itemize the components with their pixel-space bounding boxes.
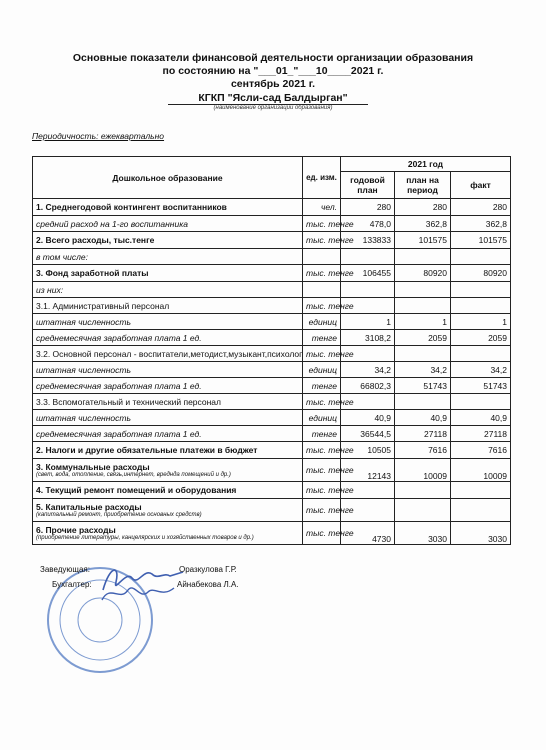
row-label: 2. Налоги и другие обязательные платежи в бюджет: [33, 442, 303, 459]
row-label: 4. Текущий ремонт помещений и оборудования: [33, 482, 303, 499]
table-row: [33, 314, 511, 330]
row-label: в том числе:: [33, 249, 303, 265]
value-fact: [451, 298, 511, 314]
value-fact: [451, 394, 511, 410]
row-label: штатная численность: [33, 410, 303, 426]
row-label: [33, 459, 303, 482]
table-row: [33, 249, 511, 265]
value-fact: 40,9: [451, 410, 511, 426]
accountant-label: Бухгалтер:: [52, 580, 92, 589]
value-fact: 362,8: [451, 216, 511, 232]
row-label: [33, 522, 303, 545]
value-plan-year: 36544,5: [341, 426, 395, 442]
value-plan-period: [395, 394, 451, 410]
row-unit: тыс. тенге: [303, 459, 341, 482]
doc-date: по состоянию на "___01_"___10____2021 г.: [162, 65, 384, 77]
table-row: [33, 346, 511, 362]
value-plan-period: 7616: [395, 442, 451, 459]
value-plan-year: 106455: [341, 265, 395, 282]
row-unit: тыс. тенге: [303, 442, 341, 459]
doc-title: Основные показатели финансовой деятельности организации образования: [72, 52, 474, 64]
table-row: [33, 410, 511, 426]
row-label: штатная численность: [33, 314, 303, 330]
header-year: 2021 год: [341, 157, 511, 172]
row-label: 2. Всего расходы, тыс.тенге: [33, 232, 303, 249]
table-row: [33, 459, 511, 482]
value-plan-period: [395, 482, 451, 499]
row-label: средний расход на 1-го воспитанника: [33, 216, 303, 232]
doc-org: КГКП "Ясли-сад Балдырган": [198, 92, 348, 104]
row-unit: единиц: [303, 314, 341, 330]
row-unit: тенге: [303, 426, 341, 442]
table-row: [33, 442, 511, 459]
table-row: [33, 232, 511, 249]
value-plan-year: [341, 249, 395, 265]
value-plan-period: 40,9: [395, 410, 451, 426]
row-unit: тенге: [303, 378, 341, 394]
row-unit: чел.: [303, 199, 341, 216]
table-row: [33, 394, 511, 410]
value-plan-year: 1: [341, 314, 395, 330]
row-label: штатная численность: [33, 362, 303, 378]
row-label: среднемесячная заработная плата 1 ед.: [33, 426, 303, 442]
row-label-sub: (приобретение литературы, канцелярских и хозяйственных товаров и др.): [36, 534, 254, 541]
value-plan-year: 478,0: [341, 216, 395, 232]
value-plan-year: 12143: [341, 459, 395, 482]
head-name: Оразкулова Г.Р.: [179, 565, 237, 574]
row-unit: тыс. тенге: [303, 482, 341, 499]
value-plan-period: 280: [395, 199, 451, 216]
value-fact: [451, 499, 511, 522]
signature-accountant: [96, 578, 186, 608]
row-unit: тыс. тенге: [303, 522, 341, 545]
table-row: [33, 522, 511, 545]
table-row: [33, 499, 511, 522]
table-row: [33, 265, 511, 282]
value-fact: 1: [451, 314, 511, 330]
org-caption: (наименование организации образования): [213, 105, 333, 111]
row-unit: единиц: [303, 410, 341, 426]
row-unit: тыс. тенге: [303, 265, 341, 282]
value-fact: 34,2: [451, 362, 511, 378]
row-label: 3. Фонд заработной платы: [33, 265, 303, 282]
value-plan-period: 3030: [395, 522, 451, 545]
row-unit: тыс. тенге: [303, 346, 341, 362]
row-label: 1. Среднегодовой контингент воспитанников: [33, 199, 303, 216]
table-row: [33, 330, 511, 346]
row-label-sub: (свет, вода, отопление, связь,интернет, вреднда помещений и др.): [36, 471, 231, 478]
value-plan-period: [395, 298, 451, 314]
row-label: 3.3. Вспомогательный и технический персонал: [33, 394, 303, 410]
value-plan-year: 40,9: [341, 410, 395, 426]
value-fact: [451, 249, 511, 265]
header-plan-year: годовой план: [341, 172, 395, 199]
row-label: 3.2. Основной персонал - воспитатели,методист,музыкант,психолог: [33, 346, 303, 362]
value-plan-period: 1: [395, 314, 451, 330]
table-row: [33, 426, 511, 442]
value-plan-period: 51743: [395, 378, 451, 394]
value-plan-period: 27118: [395, 426, 451, 442]
value-fact: 101575: [451, 232, 511, 249]
value-plan-period: [395, 499, 451, 522]
finance-table: [32, 156, 511, 545]
row-unit: тыс. тенге: [303, 499, 341, 522]
value-plan-period: 2059: [395, 330, 451, 346]
value-plan-year: 10505: [341, 442, 395, 459]
value-plan-period: 101575: [395, 232, 451, 249]
value-fact: 7616: [451, 442, 511, 459]
value-plan-period: 34,2: [395, 362, 451, 378]
row-label-sub: (капитальный ремонт, приобретение основных средств): [36, 511, 202, 518]
value-plan-year: 280: [341, 199, 395, 216]
header-title: Дошкольное образование: [33, 157, 303, 199]
row-unit: тыс. тенге: [303, 232, 341, 249]
row-label: 3.1. Административный персонал: [33, 298, 303, 314]
value-fact: 27118: [451, 426, 511, 442]
header-unit: ед. изм.: [303, 157, 341, 199]
accountant-name: Айнабекова Л.А.: [177, 580, 239, 589]
row-unit: [303, 249, 341, 265]
value-plan-year: [341, 282, 395, 298]
value-plan-period: 10009: [395, 459, 451, 482]
value-fact: 280: [451, 199, 511, 216]
value-plan-year: 66802,3: [341, 378, 395, 394]
table-row: [33, 282, 511, 298]
value-fact: [451, 346, 511, 362]
table-row: [33, 362, 511, 378]
head-label: Заведующая:: [40, 565, 90, 574]
table-row: [33, 216, 511, 232]
row-label: среднемесячная заработная плата 1 ед.: [33, 330, 303, 346]
value-fact: 3030: [451, 522, 511, 545]
table-row: [33, 298, 511, 314]
value-plan-period: 80920: [395, 265, 451, 282]
row-unit: тыс. тенге: [303, 216, 341, 232]
row-unit: тыс. тенге: [303, 298, 341, 314]
row-unit: [303, 282, 341, 298]
value-plan-period: [395, 346, 451, 362]
value-fact: [451, 482, 511, 499]
value-plan-year: 4730: [341, 522, 395, 545]
row-label: среднемесячная заработная плата 1 ед.: [33, 378, 303, 394]
value-fact: 10009: [451, 459, 511, 482]
value-fact: 2059: [451, 330, 511, 346]
row-unit: тыс. тенге: [303, 394, 341, 410]
row-unit: тенге: [303, 330, 341, 346]
table-row: [33, 482, 511, 499]
row-unit: единиц: [303, 362, 341, 378]
row-label-main: 3. Коммунальные расходы: [36, 461, 150, 472]
doc-month: сентябрь 2021 г.: [230, 78, 316, 90]
value-fact: 51743: [451, 378, 511, 394]
row-label-main: 6. Прочие расходы: [36, 524, 116, 535]
value-fact: [451, 282, 511, 298]
table-row: [33, 378, 511, 394]
table-row: [33, 199, 511, 216]
row-label: из них:: [33, 282, 303, 298]
value-plan-year: 34,2: [341, 362, 395, 378]
value-plan-year: 3108,2: [341, 330, 395, 346]
header-plan-period: план на период: [395, 172, 451, 199]
row-label-main: 5. Капитальные расходы: [36, 501, 142, 512]
header-fact: факт: [451, 172, 511, 199]
value-plan-period: [395, 249, 451, 265]
value-plan-period: 362,8: [395, 216, 451, 232]
periodicity-label: Периодичность: ежеквартально: [32, 131, 165, 141]
value-plan-year: 133833: [341, 232, 395, 249]
value-fact: 80920: [451, 265, 511, 282]
value-plan-period: [395, 282, 451, 298]
row-label: [33, 499, 303, 522]
